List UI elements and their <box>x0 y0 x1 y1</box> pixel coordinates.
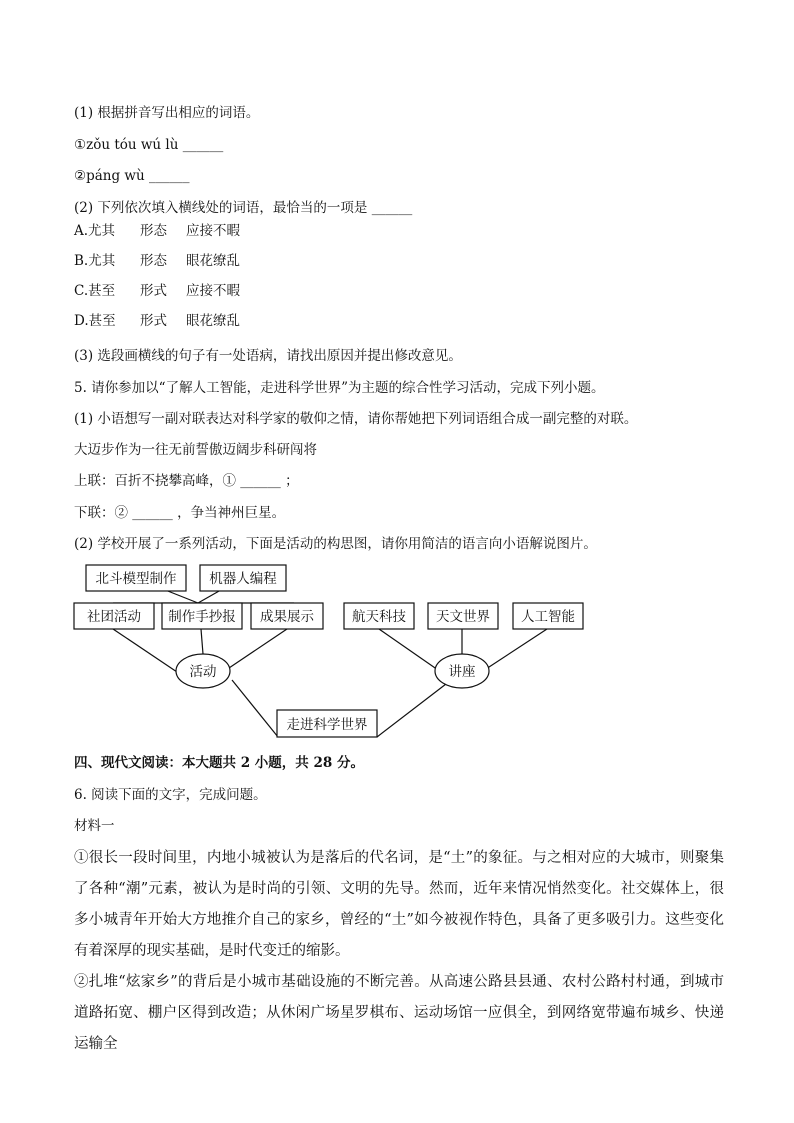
q4-part2: (2) 下列依次填入横线处的词语，最恰当的一项是 ______ <box>74 200 413 216</box>
option-label: A.尤其 <box>74 223 116 239</box>
connector-line <box>486 629 547 669</box>
option-label: C.甚至 <box>74 283 116 299</box>
hub-label: 讲座 <box>448 664 476 680</box>
node-label: 社团活动 <box>87 609 141 625</box>
connector-line <box>379 629 438 670</box>
couplet-lower: 下联：② ______ ，争当神州巨星。 <box>74 505 286 521</box>
q5-part2: (2) 学校开展了一系列活动，下面是活动的构思图，请你用简洁的语言向小语解说图片。 <box>74 536 597 552</box>
connector-line <box>201 629 203 654</box>
option-word: 形态 <box>140 253 167 269</box>
node-label: 人工智能 <box>521 609 575 625</box>
connector-line <box>229 629 287 668</box>
node-label: 成果展示 <box>260 609 314 625</box>
q4-part1: (1) 根据拼音写出相应的词语。 <box>74 105 260 121</box>
q5-part1: (1) 小语想写一副对联表达对科学家的敬仰之情，请你帮她把下列词语组合成一副完整的对联。 <box>74 411 638 427</box>
node-label: 航天科技 <box>352 609 406 625</box>
couplet-upper: 上联：百折不挠攀高峰，① ______ ； <box>74 473 299 489</box>
q4-part3: (3) 选段画横线的句子有一处语病，请找出原因并提出修改意见。 <box>74 348 462 364</box>
material-title: 材料一 <box>74 818 115 834</box>
hub-label: 活动 <box>189 664 217 680</box>
node-label: 北斗模型制作 <box>95 571 177 587</box>
node-label: 制作手抄报 <box>168 609 236 625</box>
option-word: 眼花缭乱 <box>186 313 240 329</box>
option-word: 形式 <box>140 283 167 299</box>
material-paragraph-1: ①很长一段时间里，内地小城被认为是落后的代名词，是“土”的象征。与之相对应的大城市，则聚集了各种“潮”元素，被认为是时尚的引领、文明的先导。然而，近年来情况悄然变化。社交媒体上，很多小城青年开始大方地推介自己的家乡，曾经的“土”如今被视作特色，具备了更多吸引力。这些变化有着深厚的现实基础，是时代变迁的缩影。 <box>74 850 724 959</box>
option-word: 形式 <box>140 313 167 329</box>
connector-line <box>232 680 278 737</box>
q5-stem: 5. 请你参加以“了解人工智能，走进科学世界”为主题的综合性学习活动，完成下列小题。 <box>74 380 605 396</box>
section-heading: 四、现代文阅读：本大题共 2 小题，共 28 分。 <box>74 755 364 771</box>
connector-line <box>113 629 177 672</box>
node-label: 天文世界 <box>436 609 490 625</box>
connector-line <box>377 684 446 737</box>
material-paragraph-2: ②扎堆“炫家乡”的背后是小城市基础设施的不断完善。从高速公路县县通、农村公路村村通，到城市道路拓宽、棚户区得到改造；从休闲广场星罗棋布、运动场馆一应俱全，到网络宽带遍布城乡、快递运输全 <box>74 974 724 1052</box>
option-label: B.尤其 <box>74 253 116 269</box>
q6-stem: 6. 阅读下面的文字，完成问题。 <box>74 787 267 803</box>
option-word: 形态 <box>140 223 167 239</box>
option-word: 应接不暇 <box>186 223 240 239</box>
q4-part1-item-b: ②páng wù ______ <box>74 168 190 184</box>
root-label: 走进科学世界 <box>286 717 368 733</box>
option-word: 眼花缭乱 <box>186 253 240 269</box>
q5-word-list: 大迈步作为一往无前誓傲迈阔步科研闯将 <box>74 442 317 458</box>
option-word: 应接不暇 <box>186 283 240 299</box>
q4-part1-item-a: ①zǒu tóu wú lù ______ <box>74 137 224 153</box>
option-label: D.甚至 <box>74 313 116 329</box>
node-label: 机器人编程 <box>209 571 277 587</box>
